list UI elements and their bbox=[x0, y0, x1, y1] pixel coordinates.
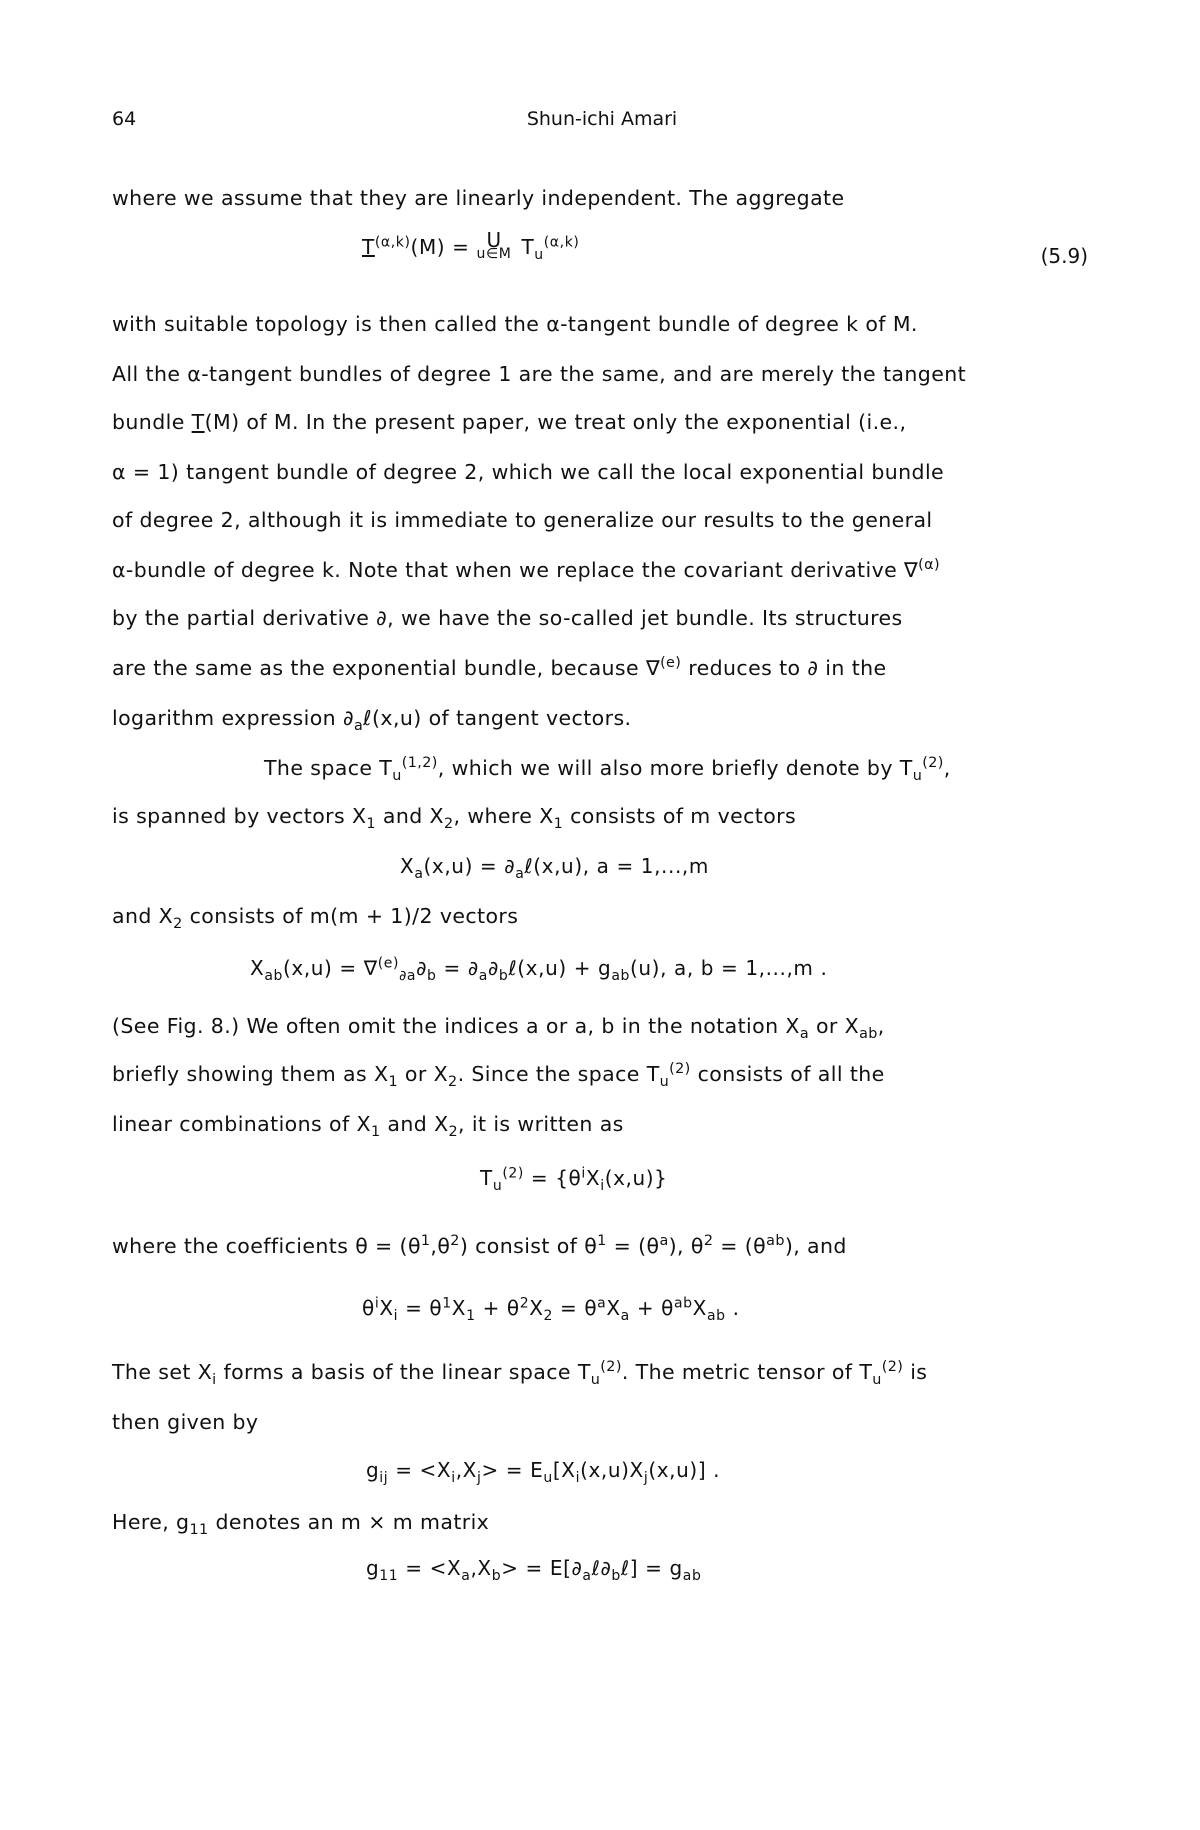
equation-xa: $X_a(x,u)$ = $\partial_a\ell(x,u)$, a = 1,...,m bbox=[400, 854, 709, 882]
text-line-18: The set $X_i$ forms a basis of the linear space $T_u^{(2)}$. The metric tensor of $T_u^{(2)}$ is bbox=[112, 1359, 928, 1389]
text-line-10: logarithm expression $\partial_a\ell(x,u)$ of tangent vectors. bbox=[112, 706, 632, 735]
text-line-19: then given by bbox=[112, 1410, 259, 1434]
text-line-14: (See Fig. 8.) We often omit the indices a or a, b in the notation $X_a$ or $X_{ab}$, bbox=[112, 1014, 885, 1043]
text-line-8: by the partial derivative ∂, we have the so-called jet bundle. Its structures bbox=[112, 606, 903, 630]
text-line-16: linear combinations of $X_1$ and $X_2$, it is written as bbox=[112, 1112, 624, 1141]
page-number: 64 bbox=[112, 108, 137, 130]
text-line-17: where the coefficients $\theta = (\theta^1,\theta^2)$ consist of $\theta^1 = (\theta^a)$, $\theta^2 = (\theta^{ab})$, and bbox=[112, 1233, 847, 1258]
text-line-2: with suitable topology is then called the α-tangent bundle of degree k of M. bbox=[112, 312, 918, 336]
equation-gij: $g_{ij} = <X_i,X_j> = E_u[X_i(x,u)X_j(x,u)]$ . bbox=[366, 1458, 721, 1486]
text-line-20: Here, $g_{11}$ denotes an m × m matrix bbox=[112, 1510, 490, 1539]
text-line-11: The space $T_u^{(1,2)}$, which we will also more briefly denote by $T_u^{(2)}$, bbox=[264, 755, 951, 785]
equation-xab: $X_{ab}(x,u) = \nabla^{(e)}_{\partial a}\partial_b$ = $\partial_a\partial_b\ell(x,u) + g_{ab}(u)$, a, b = 1,...,m . bbox=[250, 955, 828, 984]
equation-theta-x: $\theta^iX_i = \theta^1X_1 + \theta^2X_2 = \theta^aX_a + \theta^{ab}X_{ab}$ . bbox=[362, 1295, 740, 1324]
text-line-7: α-bundle of degree k. Note that when we replace the covariant derivative ∇$^{(\alpha)}$ bbox=[112, 557, 941, 582]
running-header bbox=[112, 108, 1092, 138]
text-line-6: of degree 2, although it is immediate to generalize our results to the general bbox=[112, 508, 933, 532]
equation-tu2: $T_u^{(2)} = \{\theta^iX_i(x,u)\}$ bbox=[480, 1165, 668, 1194]
equation-number: (5.9) bbox=[1040, 244, 1088, 268]
text-line-15: briefly showing them as $X_1$ or $X_2$. Since the space $T_u^{(2)}$ consists of all the bbox=[112, 1061, 885, 1091]
text-line-12: is spanned by vectors $X_1$ and $X_2$, where $X_1$ consists of m vectors bbox=[112, 804, 797, 833]
running-author: Shun-ichi Amari bbox=[526, 108, 678, 130]
text-line-9: are the same as the exponential bundle, because ∇$^{(e)}$ reduces to ∂ in the bbox=[112, 655, 887, 680]
text-line-4: bundle T(M) of M. In the present paper, we treat only the exponential (i.e., bbox=[112, 410, 907, 434]
text-line-3: All the α-tangent bundles of degree 1 are the same, and are merely the tangent bbox=[112, 362, 967, 386]
text-line-1: where we assume that they are linearly independent. The aggregate bbox=[112, 186, 845, 210]
text-line-5: α = 1) tangent bundle of degree 2, which we call the local exponential bundle bbox=[112, 460, 945, 484]
text-line-13: and $X_2$ consists of m(m + 1)/2 vectors bbox=[112, 904, 519, 933]
equation-g11: $g_{11} = <X_a,X_b>$ = $E[\partial_a\ell\partial_b\ell] = g_{ab}$ bbox=[366, 1556, 702, 1584]
equation-5-9: $T^{(\alpha,k)}(M)$ = U u∈M $T_u^{(\alpha,k)}$ bbox=[362, 228, 580, 263]
